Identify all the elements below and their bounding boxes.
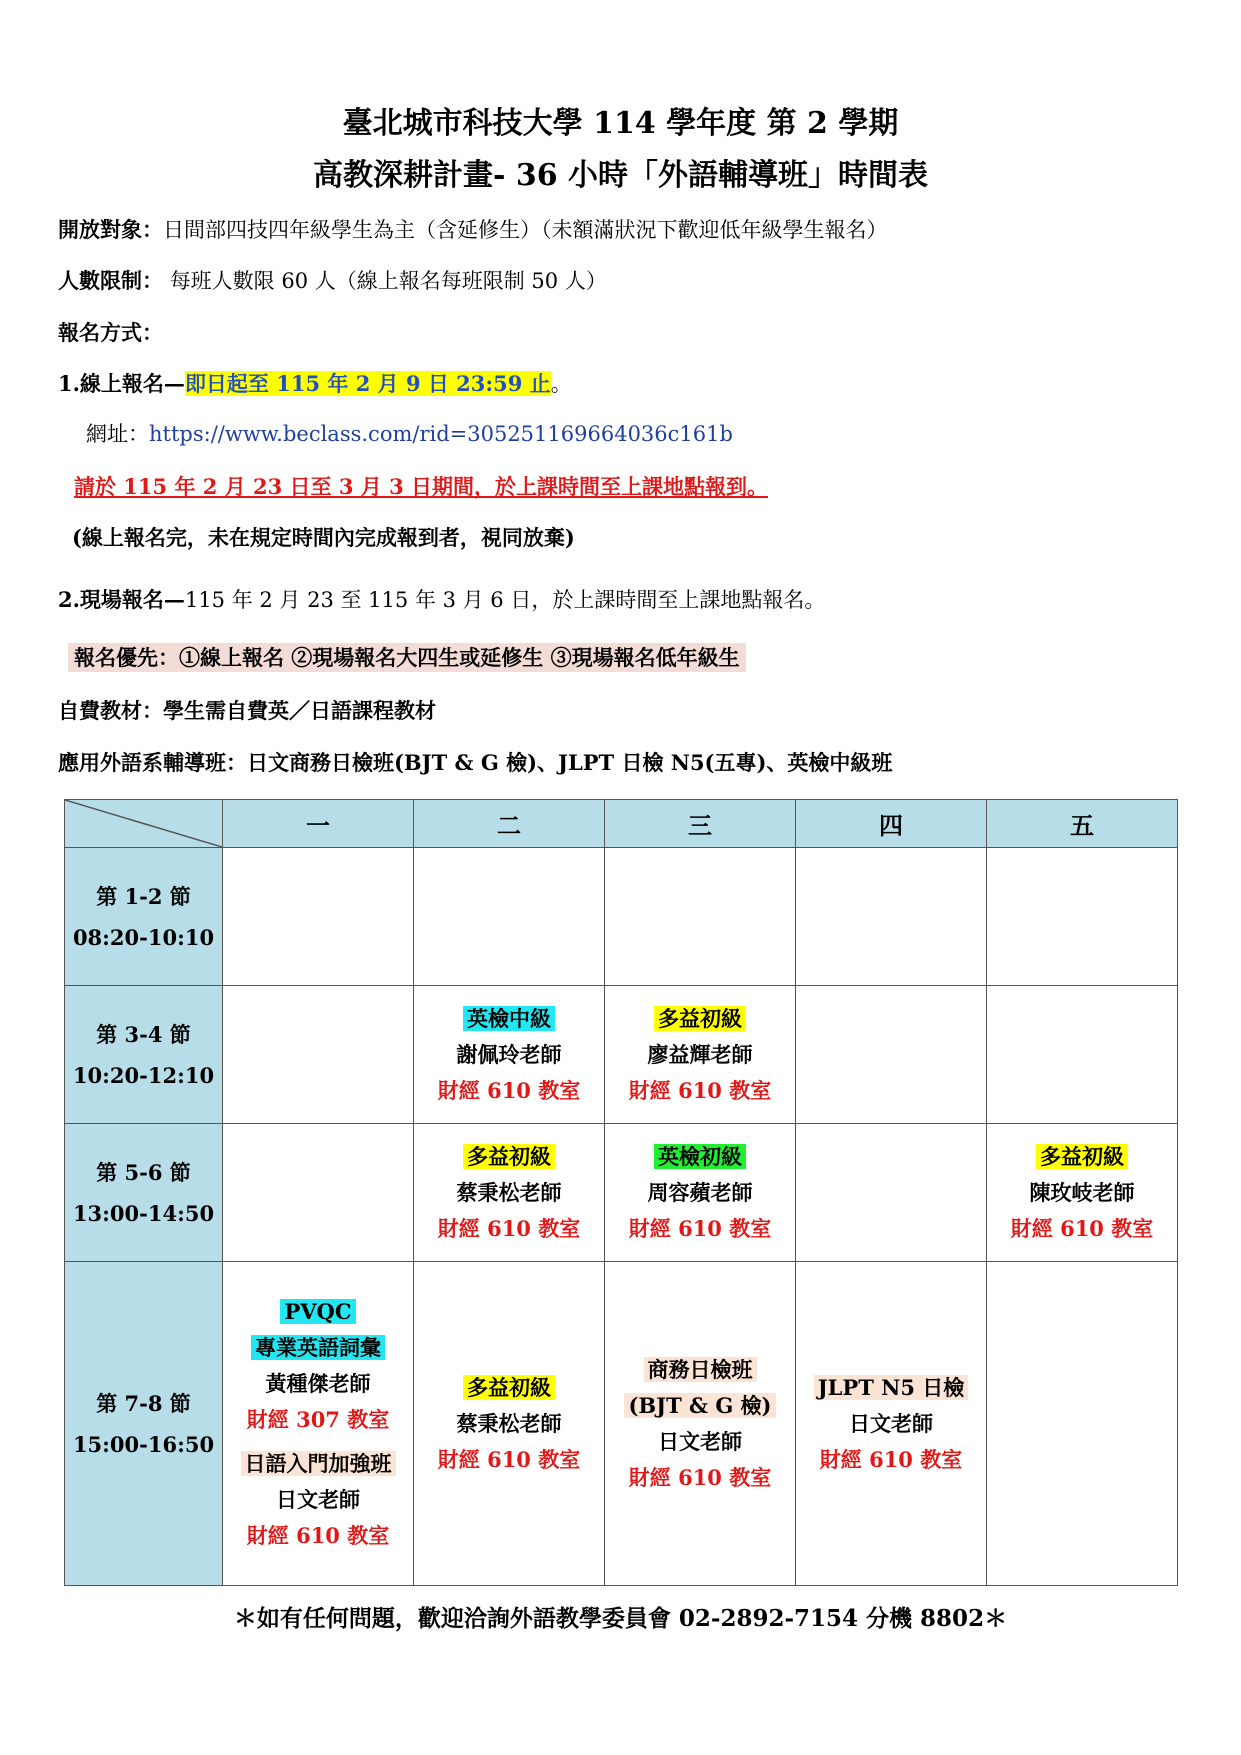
period-name: 第 7-8 節 [96,1390,191,1416]
classroom: 財經 610 教室 [437,1077,581,1103]
audience-text: 日間部四技四年級學生為主（含延修生）（未額滿狀況下歡迎低年級學生報名） [163,218,888,242]
slot-p2-mon [223,986,414,1124]
limit-label: 人數限制： [58,268,163,293]
diagonal-line [65,800,222,847]
url-label: 網址： [86,422,149,446]
period-row-4 [65,1262,1178,1586]
period-name: 第 3-4 節 [96,1021,191,1047]
slot-p3-mon [223,1124,414,1262]
period-name: 第 5-6 節 [96,1159,191,1185]
day-header-wed: 三 [605,800,796,848]
course-name-line2: (BJT & G 檢) [624,1393,775,1418]
slot-p2-thu [796,986,987,1124]
registration-url-link[interactable]: https://www.beclass.com/rid=305251169664036c161b [149,422,733,446]
slot-p4-tue [414,1262,605,1586]
teacher-name: 謝佩玲老師 [456,1041,562,1067]
classroom: 財經 610 教室 [246,1522,390,1548]
online-period: 即日起至 115 年 2 月 9 日 23:59 止 [184,371,551,396]
limit-line [58,265,607,295]
slot-p2-wed [605,986,796,1124]
course-name: 多益初級 [1036,1144,1128,1169]
checkin-notice: 請於 115 年 2 月 23 日至 3 月 3 日期間，於上課時間至上課地點報到。 [74,474,769,499]
period-time: 10:20-12:10 [72,1062,215,1088]
onsite-text: 115 年 2 月 23 至 115 年 3 月 6 日，於上課時間至上課地點報名。 [184,588,826,612]
course-name-line2: 專業英語詞彙 [251,1335,385,1360]
classroom: 財經 610 教室 [628,1077,772,1103]
classroom: 財經 610 教室 [628,1464,772,1490]
priority-text: 報名優先：①線上報名 ②現場報名大四生或延修生 ③現場報名低年級生 [68,643,746,672]
teacher-name: 黃種傑老師 [265,1370,371,1396]
period-time: 13:00-14:50 [72,1200,215,1226]
course-name: 多益初級 [463,1375,555,1400]
teacher-name: 日文老師 [849,1410,933,1436]
audience-label: 開放對象： [58,217,163,242]
corner-cell [65,800,223,848]
onsite-label: 2.現場報名— [58,587,185,612]
slot-p2-tue [414,986,605,1124]
online-label: 1.線上報名— [58,371,185,396]
method-label: 報名方式： [58,320,163,345]
slot-p1-tue [414,848,605,986]
teacher-name: 蔡秉松老師 [456,1179,562,1205]
course-name: 英檢初級 [654,1144,746,1169]
period-time: 15:00-16:50 [72,1431,215,1457]
course-name: PVQC [280,1299,355,1324]
slot-p3-tue [414,1124,605,1262]
slot-p3-fri [987,1124,1178,1262]
title-line-2: 高教深耕計畫- 36 小時「外語輔導班」時間表 [312,158,929,193]
classroom: 財經 307 教室 [246,1406,390,1432]
slot-p1-fri [987,848,1178,986]
classroom: 財經 610 教室 [1010,1215,1154,1241]
course-name: 多益初級 [463,1144,555,1169]
period-time: 08:20-10:10 [72,924,215,950]
teacher-name: 日文老師 [658,1428,742,1454]
period-name: 第 1-2 節 [96,883,191,909]
classroom: 財經 610 教室 [819,1446,963,1472]
period-cell-4 [65,1262,223,1586]
course-name: JLPT N5 日檢 [814,1375,969,1400]
title-line-1: 臺北城市科技大學 114 學年度 第 2 學期 [342,106,899,141]
teacher-name: 廖益輝老師 [647,1041,753,1067]
course-name: 英檢中級 [463,1006,555,1031]
course-name: 多益初級 [654,1006,746,1031]
slot-p4-mon [223,1262,414,1586]
teacher-name: 陳玫岐老師 [1029,1179,1135,1205]
period-cell-1 [65,848,223,986]
day-header-fri: 五 [987,800,1178,848]
slot-p3-thu [796,1124,987,1262]
dept-classes-line: 應用外語系輔導班：日文商務日檢班(BJT & G 檢)、JLPT 日檢 N5(五專)、英檢中級班 [58,750,893,775]
day-header-thu: 四 [796,800,987,848]
course-name: 日語入門加強班 [241,1451,396,1476]
online-end: 。 [550,372,572,396]
day-header-tue: 二 [414,800,605,848]
forfeit-notice: (線上報名完，未在規定時間內完成報到者，視同放棄) [72,525,575,550]
period-row-1 [65,848,1178,986]
onsite-line [58,584,825,614]
course-name: 商務日檢班 [644,1357,757,1382]
url-line [86,418,733,448]
schedule-table [64,799,1178,1586]
materials-line: 自費教材：學生需自費英／日語課程教材 [58,698,436,723]
classroom: 財經 610 教室 [437,1215,581,1241]
period-cell-3 [65,1124,223,1262]
period-row-3 [65,1124,1178,1262]
slot-p2-fri [987,986,1178,1124]
period-cell-2 [65,986,223,1124]
slot-p4-thu [796,1262,987,1586]
schedule-header-row [65,800,1178,848]
teacher-name: 周容蘋老師 [647,1179,753,1205]
teacher-name: 日文老師 [276,1486,360,1512]
slot-p3-wed [605,1124,796,1262]
limit-text: 每班人數限 60 人（線上報名每班限制 50 人） [169,269,607,293]
online-line [58,368,572,398]
period-row-2 [65,986,1178,1124]
slot-p1-mon [223,848,414,986]
classroom: 財經 610 教室 [628,1215,772,1241]
slot-p1-wed [605,848,796,986]
teacher-name: 蔡秉松老師 [456,1410,562,1436]
slot-p4-fri [987,1262,1178,1586]
classroom: 財經 610 教室 [437,1446,581,1472]
day-header-mon: 一 [223,800,414,848]
slot-p1-thu [796,848,987,986]
audience-line [58,214,888,244]
slot-p4-wed [605,1262,796,1586]
priority-line [68,642,746,672]
footer-contact: ＊如有任何問題，歡迎洽詢外語教學委員會 02-2892-7154 分機 8802＊ [233,1605,1008,1632]
